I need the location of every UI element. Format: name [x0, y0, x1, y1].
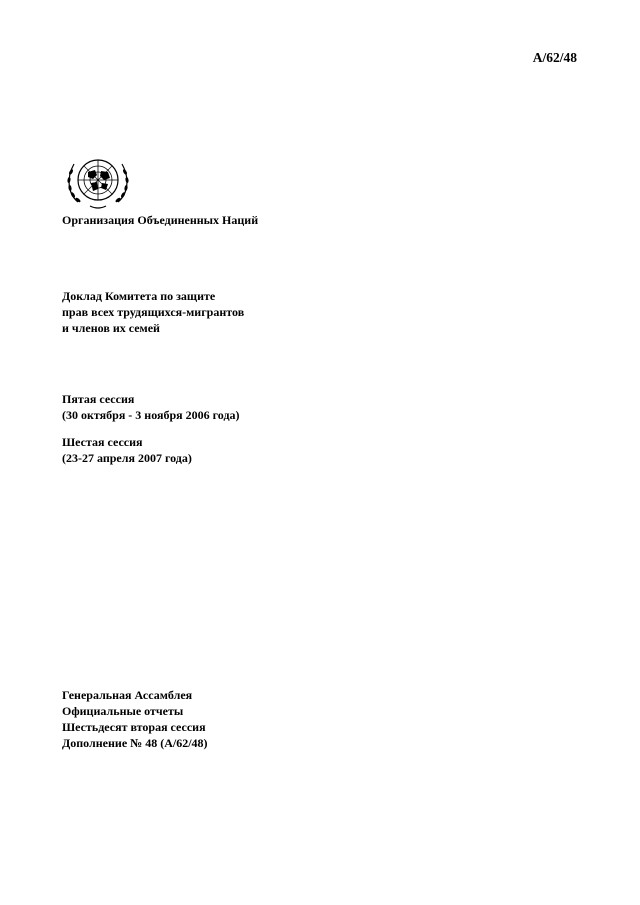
organization-name: Организация Объединенных Наций [62, 213, 259, 227]
ga-line: Генеральная Ассамблея [62, 688, 193, 702]
report-title-line: Доклад Комитета по защите [62, 289, 216, 303]
fifth-session [62, 391, 240, 423]
ga-line: Дополнение № 48 (A/62/48) [62, 736, 208, 750]
session-dates: (30 октября - 3 ноября 2006 года) [62, 408, 240, 422]
report-title-line: прав всех трудящихся-мигрантов [62, 305, 245, 319]
sixth-session [62, 434, 192, 466]
report-title-line: и членов их семей [62, 321, 160, 335]
un-emblem-icon [64, 152, 132, 212]
session-name: Пятая сессия [62, 392, 135, 406]
report-title [62, 288, 244, 336]
session-dates: (23-27 апреля 2007 года) [62, 451, 192, 465]
ga-line: Официальные отчеты [62, 704, 184, 718]
general-assembly-block [62, 687, 208, 751]
session-name: Шестая сессия [62, 435, 143, 449]
ga-line: Шестьдесят вторая сессия [62, 720, 206, 734]
document-symbol: A/62/48 [532, 50, 577, 65]
